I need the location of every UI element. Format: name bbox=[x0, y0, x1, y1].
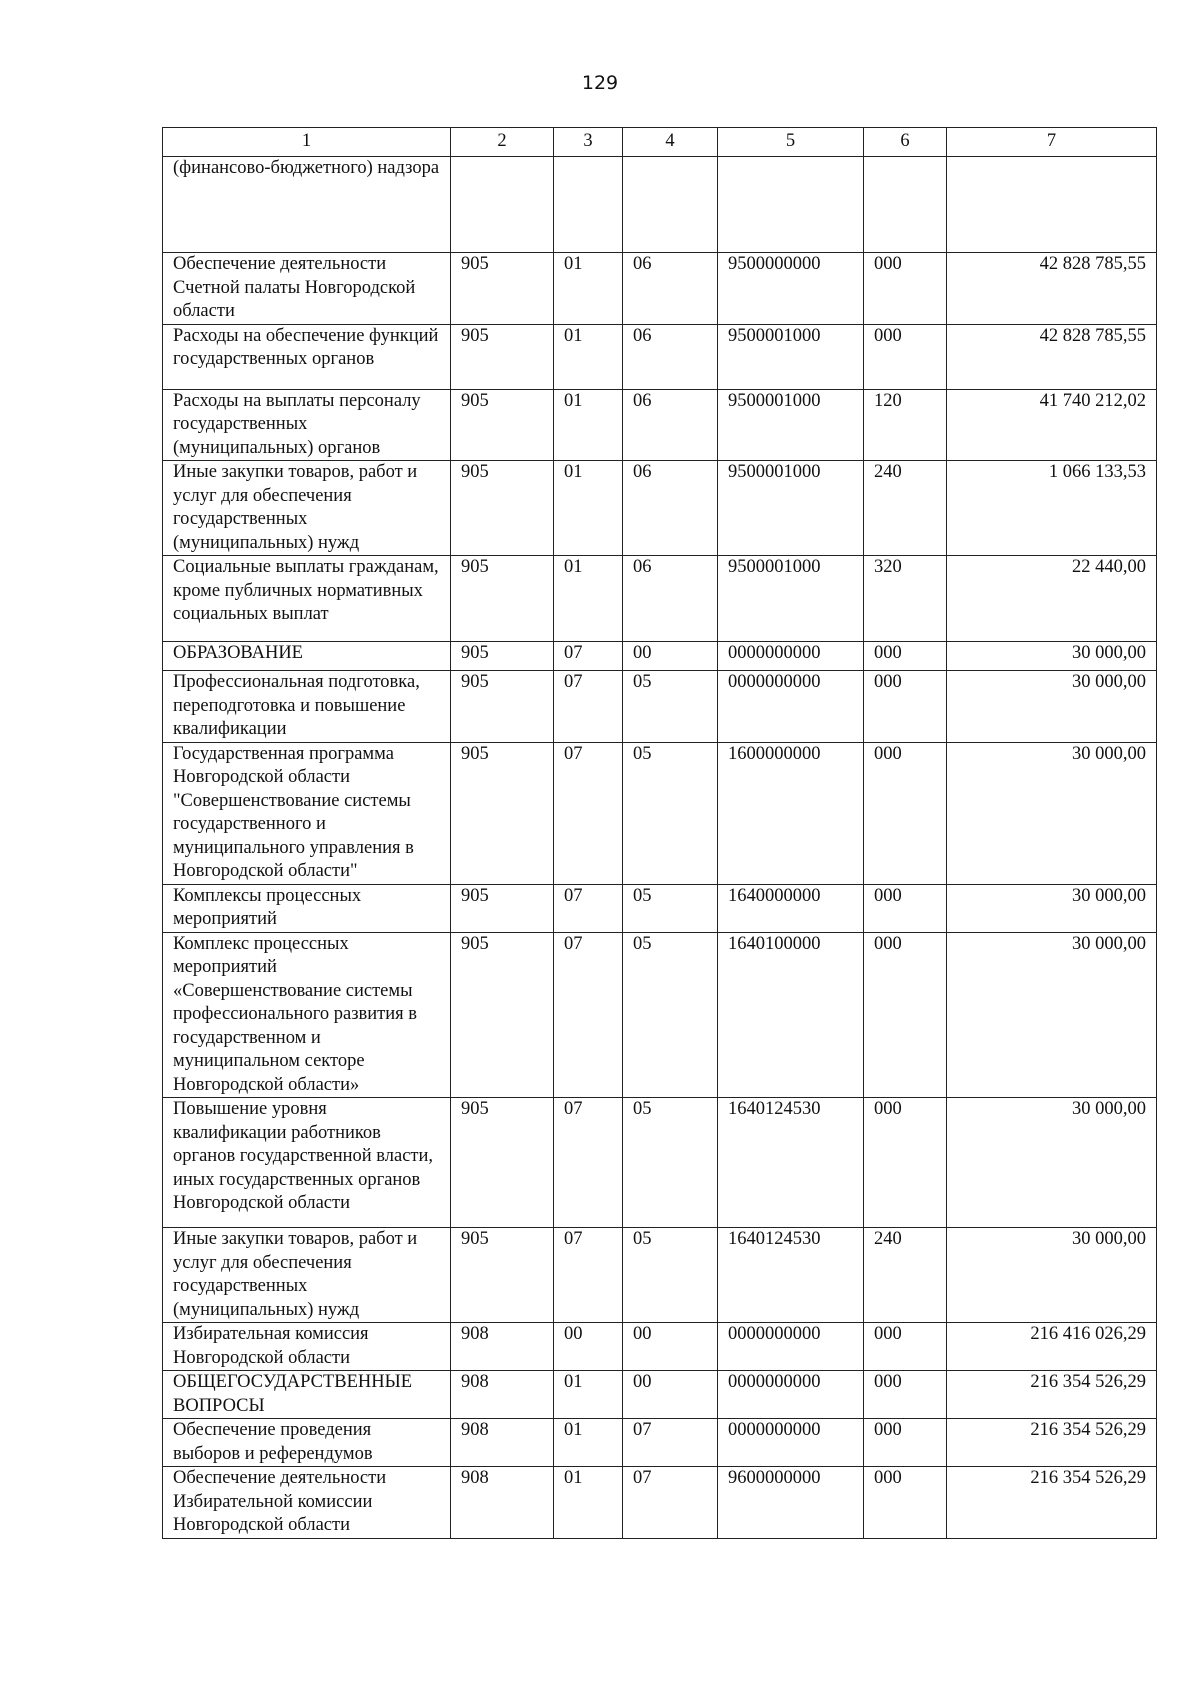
code-cell-c3: 01 bbox=[554, 1371, 623, 1419]
code-cell-c6: 000 bbox=[864, 1419, 947, 1467]
table-header-row bbox=[163, 128, 1157, 157]
code-cell-c4: 06 bbox=[623, 389, 718, 461]
code-cell-c2: 905 bbox=[451, 461, 554, 556]
row-name-cell: Избирательная комиссия Новгородской области bbox=[163, 1323, 451, 1371]
code-cell-c2: 905 bbox=[451, 932, 554, 1098]
table-row bbox=[163, 932, 1157, 1098]
code-cell-c3: 07 bbox=[554, 671, 623, 743]
code-cell-c2: 905 bbox=[451, 671, 554, 743]
amount-cell: 30 000,00 bbox=[947, 671, 1157, 743]
code-cell-c5: 1640100000 bbox=[718, 932, 864, 1098]
code-cell-c2: 905 bbox=[451, 884, 554, 932]
table-row bbox=[163, 742, 1157, 884]
code-cell-c4: 05 bbox=[623, 671, 718, 743]
code-cell-c2: 908 bbox=[451, 1467, 554, 1539]
code-cell-c3: 07 bbox=[554, 932, 623, 1098]
code-cell-c5: 9500001000 bbox=[718, 324, 864, 389]
code-cell-c2: 905 bbox=[451, 253, 554, 325]
code-cell-c3: 01 bbox=[554, 461, 623, 556]
code-cell-c6: 000 bbox=[864, 1371, 947, 1419]
code-cell-c3: 07 bbox=[554, 642, 623, 671]
code-cell-c5: 9500001000 bbox=[718, 461, 864, 556]
code-cell-c3: 01 bbox=[554, 253, 623, 325]
code-cell-c6: 120 bbox=[864, 389, 947, 461]
amount-cell: 216 354 526,29 bbox=[947, 1419, 1157, 1467]
amount-cell: 216 354 526,29 bbox=[947, 1371, 1157, 1419]
code-cell-c3 bbox=[554, 157, 623, 253]
amount-cell: 30 000,00 bbox=[947, 742, 1157, 884]
code-cell-c2: 905 bbox=[451, 1098, 554, 1228]
row-name-cell: Иные закупки товаров, работ и услуг для обеспечения государственных (муниципальных) нужд bbox=[163, 461, 451, 556]
row-name-cell: ОБРАЗОВАНИЕ bbox=[163, 642, 451, 671]
row-name-cell: Обеспечение деятельности Счетной палаты Новгородской области bbox=[163, 253, 451, 325]
column-header: 6 bbox=[864, 128, 947, 157]
row-name-cell: ОБЩЕГОСУДАРСТВЕННЫЕ ВОПРОСЫ bbox=[163, 1371, 451, 1419]
code-cell-c6: 000 bbox=[864, 1098, 947, 1228]
table-row bbox=[163, 884, 1157, 932]
row-name-cell: Профессиональная подготовка, переподготовка и повышение квалификации bbox=[163, 671, 451, 743]
code-cell-c5: 1640000000 bbox=[718, 884, 864, 932]
code-cell-c2: 905 bbox=[451, 742, 554, 884]
table-row bbox=[163, 1228, 1157, 1323]
row-name-cell: Повышение уровня квалификации работников органов государственной власти, иных государственных органов Новгородской области bbox=[163, 1098, 451, 1228]
row-name-cell: Комплекс процессных мероприятий «Совершенствование системы профессионального развития в государственном и муниципальном секторе Новгородской области» bbox=[163, 932, 451, 1098]
code-cell-c5: 1640124530 bbox=[718, 1228, 864, 1323]
code-cell-c6: 000 bbox=[864, 932, 947, 1098]
column-header: 3 bbox=[554, 128, 623, 157]
row-name-cell: Иные закупки товаров, работ и услуг для обеспечения государственных (муниципальных) нужд bbox=[163, 1228, 451, 1323]
code-cell-c6: 320 bbox=[864, 556, 947, 642]
row-name-cell: Социальные выплаты гражданам, кроме публичных нормативных социальных выплат bbox=[163, 556, 451, 642]
column-header: 4 bbox=[623, 128, 718, 157]
code-cell-c6: 000 bbox=[864, 1467, 947, 1539]
row-name-cell: Комплексы процессных мероприятий bbox=[163, 884, 451, 932]
code-cell-c2: 905 bbox=[451, 389, 554, 461]
code-cell-c3: 07 bbox=[554, 1098, 623, 1228]
code-cell-c4: 06 bbox=[623, 556, 718, 642]
code-cell-c6: 240 bbox=[864, 1228, 947, 1323]
table-row bbox=[163, 642, 1157, 671]
code-cell-c4: 06 bbox=[623, 253, 718, 325]
amount-cell: 30 000,00 bbox=[947, 642, 1157, 671]
table-row bbox=[163, 1419, 1157, 1467]
row-name-cell: Государственная программа Новгородской области "Совершенствование системы государственного и муниципального управления в Новгородской области" bbox=[163, 742, 451, 884]
code-cell-c4: 06 bbox=[623, 461, 718, 556]
code-cell-c3: 01 bbox=[554, 1467, 623, 1539]
code-cell-c6: 240 bbox=[864, 461, 947, 556]
code-cell-c4: 00 bbox=[623, 1371, 718, 1419]
code-cell-c5 bbox=[718, 157, 864, 253]
code-cell-c6: 000 bbox=[864, 742, 947, 884]
amount-cell bbox=[947, 157, 1157, 253]
code-cell-c5: 9500001000 bbox=[718, 556, 864, 642]
row-name-cell: Обеспечение проведения выборов и референдумов bbox=[163, 1419, 451, 1467]
table-row bbox=[163, 1323, 1157, 1371]
row-name-cell: Обеспечение деятельности Избирательной комиссии Новгородской области bbox=[163, 1467, 451, 1539]
code-cell-c2: 905 bbox=[451, 642, 554, 671]
code-cell-c2: 905 bbox=[451, 1228, 554, 1323]
table-body bbox=[163, 157, 1157, 1539]
code-cell-c6 bbox=[864, 157, 947, 253]
code-cell-c4: 05 bbox=[623, 1228, 718, 1323]
code-cell-c5: 9600000000 bbox=[718, 1467, 864, 1539]
code-cell-c2: 908 bbox=[451, 1371, 554, 1419]
amount-cell: 30 000,00 bbox=[947, 884, 1157, 932]
code-cell-c2: 908 bbox=[451, 1323, 554, 1371]
code-cell-c2: 908 bbox=[451, 1419, 554, 1467]
amount-cell: 22 440,00 bbox=[947, 556, 1157, 642]
row-name-cell: Расходы на обеспечение функций государственных органов bbox=[163, 324, 451, 389]
code-cell-c3: 01 bbox=[554, 324, 623, 389]
amount-cell: 30 000,00 bbox=[947, 932, 1157, 1098]
code-cell-c6: 000 bbox=[864, 884, 947, 932]
column-header: 7 bbox=[947, 128, 1157, 157]
amount-cell: 42 828 785,55 bbox=[947, 253, 1157, 325]
code-cell-c3: 07 bbox=[554, 1228, 623, 1323]
code-cell-c5: 0000000000 bbox=[718, 1371, 864, 1419]
column-header: 2 bbox=[451, 128, 554, 157]
code-cell-c3: 01 bbox=[554, 1419, 623, 1467]
code-cell-c3: 07 bbox=[554, 884, 623, 932]
amount-cell: 216 416 026,29 bbox=[947, 1323, 1157, 1371]
table-row bbox=[163, 556, 1157, 642]
column-header: 5 bbox=[718, 128, 864, 157]
code-cell-c2 bbox=[451, 157, 554, 253]
table-row bbox=[163, 671, 1157, 743]
code-cell-c4: 05 bbox=[623, 1098, 718, 1228]
code-cell-c3: 01 bbox=[554, 389, 623, 461]
code-cell-c3: 07 bbox=[554, 742, 623, 884]
amount-cell: 216 354 526,29 bbox=[947, 1467, 1157, 1539]
code-cell-c6: 000 bbox=[864, 253, 947, 325]
code-cell-c4: 05 bbox=[623, 742, 718, 884]
code-cell-c4: 00 bbox=[623, 1323, 718, 1371]
code-cell-c6: 000 bbox=[864, 1323, 947, 1371]
row-name-cell: (финансово-бюджетного) надзора bbox=[163, 157, 451, 253]
code-cell-c5: 0000000000 bbox=[718, 642, 864, 671]
table-row bbox=[163, 324, 1157, 389]
code-cell-c4: 05 bbox=[623, 932, 718, 1098]
page-number: 129 bbox=[581, 72, 619, 94]
code-cell-c4 bbox=[623, 157, 718, 253]
code-cell-c6: 000 bbox=[864, 671, 947, 743]
amount-cell: 30 000,00 bbox=[947, 1228, 1157, 1323]
code-cell-c5: 0000000000 bbox=[718, 1419, 864, 1467]
code-cell-c4: 06 bbox=[623, 324, 718, 389]
code-cell-c5: 9500000000 bbox=[718, 253, 864, 325]
row-name-cell: Расходы на выплаты персоналу государственных (муниципальных) органов bbox=[163, 389, 451, 461]
code-cell-c6: 000 bbox=[864, 324, 947, 389]
amount-cell: 41 740 212,02 bbox=[947, 389, 1157, 461]
code-cell-c5: 1640124530 bbox=[718, 1098, 864, 1228]
table-row bbox=[163, 1371, 1157, 1419]
code-cell-c5: 0000000000 bbox=[718, 1323, 864, 1371]
table-row bbox=[163, 253, 1157, 325]
code-cell-c4: 07 bbox=[623, 1467, 718, 1539]
code-cell-c5: 0000000000 bbox=[718, 671, 864, 743]
code-cell-c2: 905 bbox=[451, 556, 554, 642]
code-cell-c3: 01 bbox=[554, 556, 623, 642]
table-row bbox=[163, 1467, 1157, 1539]
code-cell-c4: 05 bbox=[623, 884, 718, 932]
code-cell-c4: 00 bbox=[623, 642, 718, 671]
code-cell-c5: 9500001000 bbox=[718, 389, 864, 461]
table-row bbox=[163, 461, 1157, 556]
code-cell-c2: 905 bbox=[451, 324, 554, 389]
column-header: 1 bbox=[163, 128, 451, 157]
budget-table bbox=[162, 127, 1157, 1539]
table-row bbox=[163, 1098, 1157, 1228]
code-cell-c5: 1600000000 bbox=[718, 742, 864, 884]
table-row bbox=[163, 157, 1157, 253]
code-cell-c3: 00 bbox=[554, 1323, 623, 1371]
table-row bbox=[163, 389, 1157, 461]
code-cell-c4: 07 bbox=[623, 1419, 718, 1467]
code-cell-c6: 000 bbox=[864, 642, 947, 671]
amount-cell: 30 000,00 bbox=[947, 1098, 1157, 1228]
amount-cell: 42 828 785,55 bbox=[947, 324, 1157, 389]
amount-cell: 1 066 133,53 bbox=[947, 461, 1157, 556]
